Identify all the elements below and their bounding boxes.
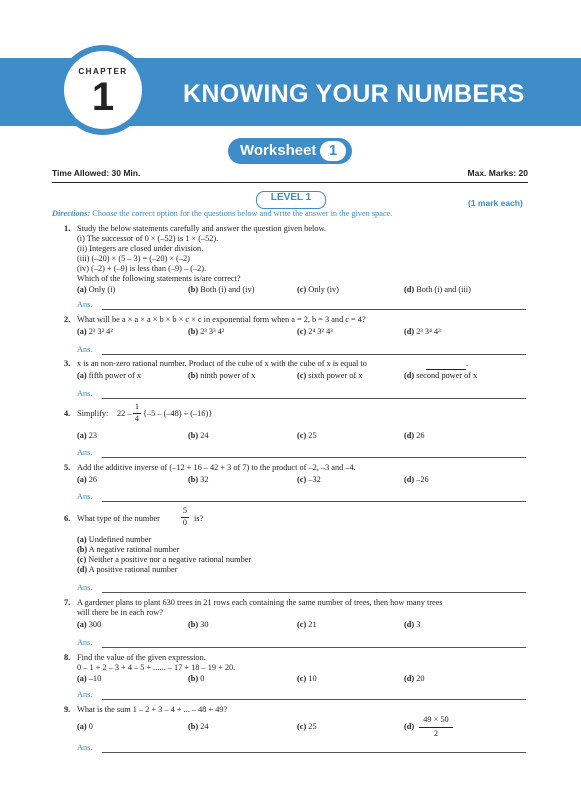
q4-expr-start: 22 – bbox=[117, 409, 132, 418]
q9-ans-label: Ans. bbox=[77, 743, 93, 752]
q8-number: 8. bbox=[64, 653, 71, 662]
q9-option-c: (c) 25 bbox=[297, 722, 317, 731]
q1-text: Study the below statements carefully and answer the question given below. bbox=[77, 224, 326, 233]
q9-option-a: (a) 0 bbox=[77, 722, 93, 731]
q2-option-d: (d) 2³ 3⁴ 4³ bbox=[404, 327, 441, 336]
q6-option-a: (a) Undefined number bbox=[77, 535, 152, 544]
q1-option-c: (c) Only (iv) bbox=[297, 285, 339, 294]
q3-number: 3. bbox=[64, 359, 71, 368]
q7-number: 7. bbox=[64, 598, 71, 607]
q1-ans-label: Ans. bbox=[77, 300, 93, 309]
q4-option-b: (b) 24 bbox=[188, 431, 209, 440]
q9-option-d: (d) bbox=[404, 722, 415, 731]
q1-number: 1. bbox=[64, 224, 71, 233]
q3-option-b: (b) ninth power of x bbox=[188, 371, 256, 380]
q1-option-b: (b) Both (i) and (iv) bbox=[188, 285, 255, 294]
directions-prefix: Directions: bbox=[52, 209, 91, 218]
q5-ans-label: Ans. bbox=[77, 492, 93, 501]
q9-option-b: (b) 24 bbox=[188, 722, 209, 731]
q6-option-d: (d) A positive rational number bbox=[77, 565, 178, 574]
q4-number: 4. bbox=[64, 409, 71, 418]
q8-ans-label: Ans. bbox=[77, 690, 93, 699]
q6-number: 6. bbox=[64, 514, 71, 523]
q5-option-d: (d) –26 bbox=[404, 475, 429, 484]
q9-d-numerator: 49 × 50 bbox=[423, 715, 449, 724]
level-label: LEVEL 1 bbox=[270, 192, 312, 203]
q2-option-c: (c) 2⁴ 3² 4³ bbox=[297, 327, 333, 336]
q6-frac-numerator: 5 bbox=[182, 506, 188, 515]
q4-expr-bracket: {–5 – (–48) ÷ (–16)} bbox=[143, 409, 213, 418]
q2-number: 2. bbox=[64, 315, 71, 324]
worksheet-number: 1 bbox=[320, 141, 346, 161]
q3-option-d: (d) second power of x bbox=[404, 371, 478, 380]
q7-option-b: (b) 30 bbox=[188, 620, 209, 629]
q9-answer-line[interactable] bbox=[102, 752, 526, 753]
q8-option-b: (b) 0 bbox=[188, 674, 205, 683]
q9-text: What is the sum 1 – 2 + 3 – 4 + ... – 48 + 49? bbox=[77, 705, 228, 714]
q6-frac-denominator: 0 bbox=[182, 518, 188, 527]
q7-answer-line[interactable] bbox=[102, 647, 526, 648]
q1-prompt: Which of the following statements is/are correct? bbox=[77, 274, 241, 283]
worksheet-label: Worksheet bbox=[240, 142, 317, 159]
q3-period: . bbox=[466, 359, 469, 368]
q2-text: What will be a × a × a × b × b × c × c in exponential form when a = 2, b = 3 and c = 4? bbox=[77, 315, 366, 324]
q1-statement-iii: (iii) (–20) × (5 – 3) = (–20) × (–2) bbox=[77, 254, 190, 263]
max-marks: Max. Marks: 20 bbox=[467, 168, 528, 178]
q5-number: 5. bbox=[64, 463, 71, 472]
q7-option-d: (d) 3 bbox=[404, 620, 421, 629]
q8-option-c: (c) 10 bbox=[297, 674, 317, 683]
q4-text: Simplify: bbox=[77, 409, 109, 418]
q1-statement-iv: (iv) (–2) + (–9) is less than (–9) – (–2). bbox=[77, 264, 207, 273]
q3-option-c: (c) sixth power of x bbox=[297, 371, 363, 380]
q4-option-c: (c) 25 bbox=[297, 431, 317, 440]
q5-option-b: (b) 32 bbox=[188, 475, 209, 484]
q1-statement-i: (i) The successor of 0 × (–52) is 1 × (–52). bbox=[77, 234, 219, 243]
q5-answer-line[interactable] bbox=[102, 501, 526, 502]
q8-expression: 0 – 1 + 2 – 3 + 4 – 5 + ...... – 17 + 18 – 19 + 20. bbox=[77, 663, 236, 672]
q8-answer-line[interactable] bbox=[102, 699, 526, 700]
q6-option-b: (b) A negative rational number bbox=[77, 545, 180, 554]
q1-answer-line[interactable] bbox=[102, 309, 526, 310]
q4-frac-numerator: 1 bbox=[134, 402, 140, 411]
q9-number: 9. bbox=[64, 705, 71, 714]
q5-option-c: (c) –32 bbox=[297, 475, 321, 484]
q2-answer-line[interactable] bbox=[102, 354, 526, 355]
q8-option-a: (a) –10 bbox=[77, 674, 102, 683]
directions-text: Choose the correct option for the questions below and write the answer in the given space. bbox=[92, 209, 393, 218]
q7-text: A gardener plans to plant 630 trees in 21 rows each containing the same number of trees, then how many trees bbox=[77, 598, 443, 607]
q7-option-c: (c) 21 bbox=[297, 620, 317, 629]
header-divider bbox=[52, 182, 528, 183]
q6-text: What type of the number bbox=[77, 514, 160, 523]
q9-d-frac-bar bbox=[419, 727, 453, 728]
q7-text-2: will there be in each row? bbox=[77, 608, 163, 617]
q3-ans-label: Ans. bbox=[77, 389, 93, 398]
q7-option-a: (a) 300 bbox=[77, 620, 102, 629]
time-allowed: Time Allowed: 30 Min. bbox=[52, 168, 141, 178]
q1-option-a: (a) Only (i) bbox=[77, 285, 116, 294]
q3-option-a: (a) fifth power of x bbox=[77, 371, 142, 380]
q1-statement-ii: (ii) Integers are closed under division. bbox=[77, 244, 204, 253]
q2-option-a: (a) 2³ 3² 4² bbox=[77, 327, 113, 336]
directions bbox=[52, 209, 392, 218]
q4-option-d: (d) 26 bbox=[404, 431, 425, 440]
q6-ans-label: Ans. bbox=[77, 583, 93, 592]
q4-frac-denominator: 4 bbox=[134, 414, 140, 423]
q8-text: Find the value of the given expression. bbox=[77, 653, 206, 662]
chapter-title: KNOWING YOUR NUMBERS bbox=[183, 80, 525, 108]
q2-option-b: (b) 2³ 3³ 4² bbox=[188, 327, 225, 336]
q2-ans-label: Ans. bbox=[77, 345, 93, 354]
q4-option-a: (a) 23 bbox=[77, 431, 98, 440]
q5-option-a: (a) 26 bbox=[77, 475, 98, 484]
q8-option-d: (d) 20 bbox=[404, 674, 425, 683]
q9-d-denominator: 2 bbox=[433, 729, 439, 738]
q3-text: x is an non-zero rational number. Product of the cube of x with the cube of x is equal to bbox=[77, 359, 367, 368]
q4-ans-label: Ans. bbox=[77, 448, 93, 457]
q6-answer-line[interactable] bbox=[102, 592, 526, 593]
q3-answer-line[interactable] bbox=[102, 398, 526, 399]
q7-ans-label: Ans. bbox=[77, 638, 93, 647]
chapter-number: 1 bbox=[91, 75, 115, 119]
chapter-label: CHAPTER bbox=[78, 67, 128, 76]
q1-option-d: (d) Both (i) and (iii) bbox=[404, 285, 471, 294]
q4-answer-line[interactable] bbox=[102, 457, 526, 458]
mark-note: (1 mark each) bbox=[468, 198, 523, 208]
q6-text-end: is? bbox=[194, 514, 204, 523]
q3-blank bbox=[426, 369, 466, 370]
q5-text: Add the additive inverse of (–12 + 16 – 42 + 3 of 7) to the product of –2, –3 and –4. bbox=[77, 463, 356, 472]
q6-option-c: (c) Neither a positive nor a negative rational number bbox=[77, 555, 252, 564]
